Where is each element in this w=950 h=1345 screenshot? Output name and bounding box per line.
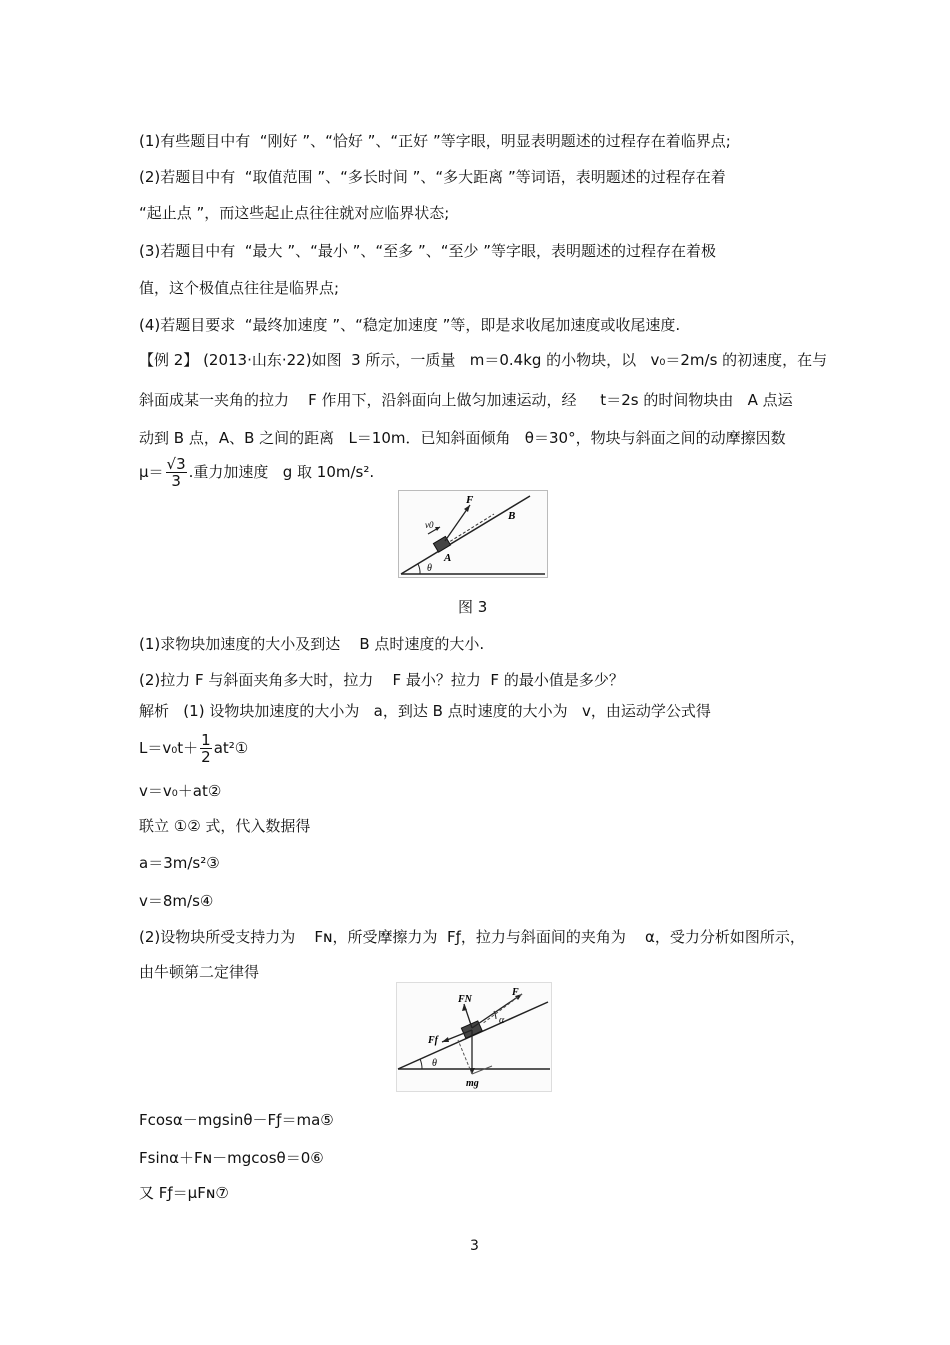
friction-coefficient-line (139, 456, 374, 489)
paragraph-3b: 值，这个极值点往往是临界点; (139, 279, 340, 297)
label-theta: θ (427, 563, 432, 574)
paragraph-1: (1)有些题目中有 “刚好 ”、“恰好 ”、“正好 ”等字眼，明显表明题述的过程存在着临界点; (139, 132, 731, 150)
mu-denominator: 3 (171, 472, 181, 490)
mu-prefix: μ＝ (139, 463, 164, 481)
label-b: B (508, 510, 516, 522)
paragraph-2b: “起止点 ”，而这些起止点往往就对应临界状态; (139, 204, 450, 222)
question-1: (1)求物块加速度的大小及到达 B 点时速度的大小. (139, 635, 485, 653)
force-analysis-diagram (396, 982, 552, 1092)
example-line-2: 斜面成某一夹角的拉力 F 作用下，沿斜面向上做匀加速运动，经 t＝2s 的时间物块由 A 点运 (139, 391, 793, 409)
eq1-fraction (200, 732, 212, 765)
mu-fraction (166, 456, 187, 489)
label-alpha: α (499, 1015, 505, 1026)
label-f: F (512, 987, 519, 998)
equation-3: a＝3m/s²③ (139, 854, 220, 872)
mu-numerator: √3 (166, 455, 186, 473)
part-2-line-a: (2)设物块所受支持力为 Fɴ，所受摩擦力为 Fƒ，拉力与斜面间的夹角为 α，受力分析如图所示， (139, 928, 805, 946)
figure-3-incline-diagram (398, 490, 548, 578)
figure-frame (397, 983, 552, 1092)
example-line-3: 动到 B 点，A、B 之间的距离 L＝10m．已知斜面倾角 θ＝30°，物块与斜面之间的动摩擦因数 (139, 429, 786, 447)
eq1-denominator: 2 (201, 748, 211, 766)
equation-2: v＝v₀＋at② (139, 782, 222, 800)
part-2-line-b: 由牛顿第二定律得 (139, 963, 260, 981)
label-fn: FN (458, 994, 472, 1005)
eq1-right: at²① (213, 739, 249, 757)
paragraph-4: (4)若题目要求 “最终加速度 ”、“稳定加速度 ”等，即是求收尾加速度或收尾速度. (139, 316, 681, 334)
equation-4: v＝8m/s④ (139, 892, 214, 910)
eq1-numerator: 1 (201, 731, 211, 749)
question-2: (2)拉力 F 与斜面夹角多大时，拉力 F 最小？拉力 F 的最小值是多少？ (139, 671, 624, 689)
equation-1 (139, 730, 248, 766)
label-mg: mg (466, 1078, 479, 1089)
label-ff: Ff (428, 1035, 438, 1046)
equation-7: 又 Fƒ＝μFɴ⑦ (139, 1184, 229, 1202)
paragraph-2a: (2)若题目中有 “取值范围 ”、“多长时间 ”、“多大距离 ”等词语，表明题述的过程存在着 (139, 168, 726, 186)
eq1-left: L＝v₀t＋ (139, 739, 199, 757)
mu-suffix: .重力加速度 g 取 10m/s². (188, 463, 375, 481)
page-number: 3 (470, 1238, 479, 1254)
combine-text: 联立 ①② 式，代入数据得 (139, 817, 311, 835)
solution-intro: 解析 (1) 设物块加速度的大小为 a，到达 B 点时速度的大小为 v，由运动学公式得 (139, 702, 711, 720)
label-theta: θ (432, 1058, 437, 1069)
label-f: F (466, 494, 474, 506)
equation-5: Fcosα－mgsinθ－Fƒ＝ma⑤ (139, 1111, 334, 1129)
example-line-1: 【例 2】 (2013·山东·22)如图 3 所示，一质量 m＝0.4kg 的小物块，以 v₀＝2m/s 的初速度，在与 (139, 351, 828, 369)
label-a: A (444, 552, 452, 564)
paragraph-3a: (3)若题目中有 “最大 ”、“最小 ”、“至多 ”、“至少 ”等字眼，表明题述的过程存在着极 (139, 242, 717, 260)
figure-3-caption: 图 3 (458, 598, 488, 616)
equation-6: Fsinα＋Fɴ－mgcosθ＝0⑥ (139, 1149, 324, 1167)
label-v0: v0 (425, 520, 434, 530)
